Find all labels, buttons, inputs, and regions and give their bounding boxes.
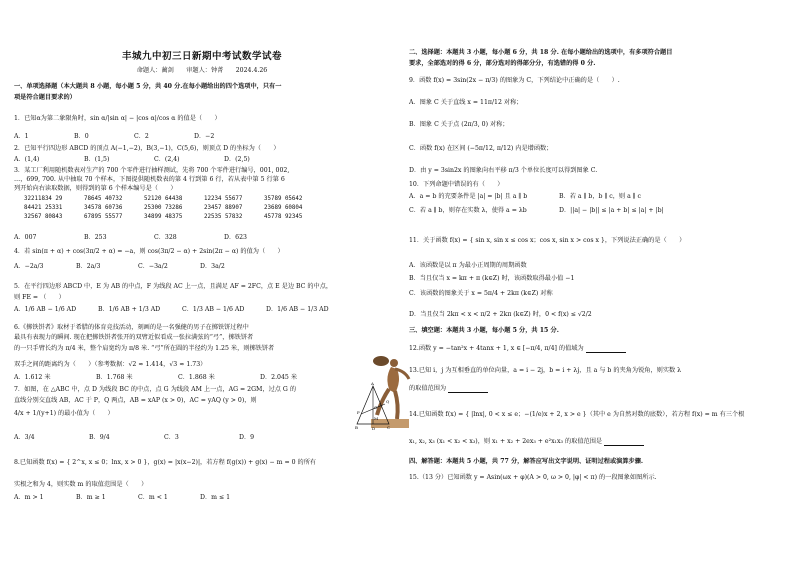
- section4-title: 四、解答题：本题共 5 小题，共 77 分，解答应写出文字说明、证明过程或演算步骤.: [409, 458, 644, 465]
- label-g: G: [374, 405, 378, 410]
- q6-text-4: 双手之间的距离约为（ ）（参考数据：√2 ≈ 1.414，√3 ≈ 1.73）: [14, 361, 207, 368]
- label-c: C: [387, 425, 391, 430]
- q14-stem: x₁, x₂, x₃ (x₁ < x₂ < x₃)，则 x₁ + x₂ + 2ex₃ + e²x₁x₃ 的取值范围是: [409, 438, 603, 445]
- table-cell: 52120 64438: [144, 196, 183, 202]
- table-cell: 84421 25331: [24, 205, 63, 212]
- exam-meta: 命题人：蔺剑 审题人：钟菁 2024.4.26: [136, 67, 268, 74]
- q14-text-2: [409, 438, 644, 446]
- q6-text-3: 的一只手臂长约为 π/4 米，整个肩宽约为 π/8 米. “弓”所在圆的半径约为 1.25 米，则掷铁饼者: [14, 345, 275, 352]
- section2-title-cont: 要求，全部选对的得 6 分，部分选对的得部分分，有选错的得 0 分.: [409, 60, 596, 67]
- q3-text-3: 列开始向右读取数据，则得到的第 6 个样本编号是（ ）: [14, 185, 177, 192]
- table-cell: 34578 60736: [84, 205, 123, 212]
- section1-title: 一、单项选择题（本大题共 8 小题，每小题 5 分，共 40 分.在每小题给出的四个选项中，只有一: [14, 83, 282, 90]
- table-cell: 32211834 29: [24, 196, 63, 202]
- q4-option-c: C．−3a/2: [138, 263, 168, 270]
- q2-option-a: A．(1,4): [14, 156, 40, 163]
- q5-text-2: 则 FE = （ ）: [14, 294, 65, 301]
- q7-option-d: D．9: [239, 434, 255, 441]
- table-row: [24, 214, 324, 223]
- q4-option-d: D．3a/2: [200, 263, 225, 270]
- label-m: M: [374, 416, 379, 421]
- q5-option-b: B．1/6 AB + 1/3 AD: [98, 306, 161, 313]
- q11-option-d: D．当且仅当 2kπ < x < π/2 + 2kπ (k∈Z) 时，0 < f(x) ≤ √2/2: [409, 311, 592, 318]
- q6-option-b: B．1.768 米: [96, 374, 133, 381]
- label-d: D: [372, 426, 376, 431]
- q10-option-d: D．||a| − |b|| ≤ |a + b| ≤ |a| + |b|: [559, 207, 664, 214]
- q11-option-b: B．当且仅当 x = kπ + π (k∈Z) 时，该函数取得最小值 −1: [409, 275, 575, 282]
- q10-option-b: B．若 a ∥ b，b ∥ c，则 a ∥ c: [559, 193, 642, 200]
- q15-text: 15.（13 分）已知函数 y = Asin(ωx + φ)(A > 0, ω > 0, |φ| < π) 的一段图象如图所示.: [409, 474, 657, 481]
- label-p: P: [357, 410, 360, 415]
- q10-option-c: C．若 a ∥ b，则存在实数 λ，使得 a = λb: [409, 207, 527, 214]
- label-q: Q: [386, 399, 390, 404]
- q3-text-1: 3．某工厂利用随机数表对生产的 700 个零件进行抽样测试，先将 700 个零件进行编号，001, 002,: [14, 167, 290, 174]
- q1-option-b: B．0: [74, 133, 89, 140]
- q2-options: [14, 156, 294, 164]
- q8-option-a: A．m > 1: [14, 494, 44, 501]
- q5-option-d: D．1/6 AB − 1/3 AD: [266, 306, 329, 313]
- q2-option-b: B．(1,5): [84, 156, 110, 163]
- q7-option-a: A．3/4: [14, 434, 35, 441]
- q1-options: [14, 133, 254, 141]
- q9-text: 9．函数 f(x) = 3sin(2x − π/3) 的图象为 C，下列结论中正确的是（ ）.: [409, 77, 620, 84]
- q10-text: 10．下列命题中错误的有（ ）: [409, 181, 504, 188]
- table-cell: 35789 05642: [264, 196, 303, 202]
- q13-answer-blank[interactable]: [448, 386, 488, 393]
- table-cell: 23457 88907: [204, 205, 243, 212]
- q7-text-3: 4/x + 1/(y+1) 的最小值为（ ）: [14, 410, 114, 417]
- q8-option-b: B．m ≥ 1: [76, 494, 106, 501]
- q7-option-c: C．3: [164, 434, 179, 441]
- q6-text-2: 最具有表现力的瞬间. 现在把掷铁饼者张开的双臂近似看成一张拉满弦的“弓”，掷铁饼者: [14, 334, 254, 341]
- q3-option-c: C．328: [154, 234, 177, 241]
- q10-option-a: A．a = b 的充要条件是 |a| = |b| 且 a ∥ b: [409, 193, 528, 200]
- q8-options: [14, 494, 262, 502]
- q9-option-c: C．函数 f(x) 在区间 (−5π/12, π/12) 内是增函数；: [409, 145, 553, 152]
- q9-option-b: B．图象 C 关于点 (2π/3, 0) 对称；: [409, 121, 509, 128]
- q1-option-a: A．1: [14, 133, 29, 140]
- q1-option-c: C．2: [134, 133, 149, 140]
- q8-option-d: D．m ≤ 1: [200, 494, 231, 501]
- table-cell: 22535 57832: [204, 214, 243, 221]
- table-cell: 78645 40732: [84, 196, 123, 202]
- section2-title: 二、选择题：本题共 3 小题，每小题 6 分，共 18 分. 在每小题给出的选项中，有多项符合题目: [409, 49, 673, 56]
- table-cell: 34899 48375: [144, 214, 183, 221]
- table-cell: 45778 92345: [264, 214, 303, 221]
- exam-title: 丰城九中初三日新期中考试数学试卷: [121, 51, 282, 62]
- q1-option-d: D．−2: [194, 133, 215, 140]
- table-row: [24, 205, 324, 214]
- q3-options: [14, 234, 294, 242]
- q6-options: [14, 374, 342, 382]
- q4-option-b: B．2a/3: [76, 263, 101, 270]
- q12-stem: 12.函数 y = −tan²x + 4tanx + 1, x ∈ [−π/4, π/4] 的值域为: [409, 345, 584, 352]
- q6-text-1: 6.《掷铁饼者》取材于希腊的体育竞技活动，刻画的是一名强健的男子在掷铁饼过程中: [14, 324, 249, 331]
- q4-options: [14, 263, 262, 271]
- q5-option-a: A．1/6 AB − 1/6 AD: [14, 306, 77, 313]
- q12-text: [409, 345, 626, 353]
- table-cell: 25300 73286: [144, 205, 183, 212]
- q7-text-2: 直线分别交直线 AB，AC 于 P，Q 两点，AB = xAP (x > 0)，AC = yAQ (y > 0)，则: [14, 397, 257, 404]
- table-row: [24, 196, 324, 205]
- table-cell: 67895 55577: [84, 214, 123, 221]
- table-cell: 32567 80843: [24, 214, 63, 221]
- q11-text: 11．关于函数 f(x) = { sin x, sin x ≤ cos x；cos x, sin x > cos x }，下列说法正确的是（ ）: [409, 237, 686, 244]
- q3-option-d: D．623: [224, 234, 247, 241]
- q2-option-c: C．(2,4): [154, 156, 180, 163]
- q7-text-1: 7．如图，在 △ABC 中，点 D 为线段 BC 的中点，点 G 为线段 AM 上一点，AG = 2GM，过点 G 的: [14, 386, 297, 393]
- table-cell: 23689 60804: [264, 205, 303, 212]
- q14-answer-blank[interactable]: [604, 439, 644, 446]
- q13-text-1: 13.已知 i，j 为互相垂直的单位向量，a = i − 2j，b = i + λj，且 a 与 b 的夹角为锐角，则实数 λ: [409, 367, 682, 374]
- q14-text-1: 14.已知函数 f(x) = { |lnx|, 0 < x ≤ e；−(1/e)x + 2, x > e }（其中 e 为自然对数的底数），若方程 f(x) = m 有三个根: [409, 411, 745, 418]
- q8-text-2: 实根之和为 4，则实数 m 的取值范围是（ ）: [14, 481, 148, 488]
- label-b: B: [355, 425, 358, 430]
- q1-text: 1．已知α为第二象限角时，sin α/|sin α| − |cos α|/cos α 的值是（ ）: [14, 115, 221, 122]
- q7-option-b: B．9/4: [89, 434, 110, 441]
- section3-title: 三、填空题：本题共 3 小题，每小题 5 分，共 15 分.: [409, 327, 559, 334]
- q4-text: 4．若 sin(π + α) + cos(3π/2 + α) = −a，则 cos(3π/2 − α) + 2sin(2π − α) 的值为（ ）: [14, 248, 284, 255]
- q5-option-c: C．1/3 AB − 1/6 AD: [182, 306, 245, 313]
- q9-option-d: D．由 y = 3sin2x 的图象向右平移 π/3 个单位长度可以得到图象 C.: [409, 167, 598, 174]
- q6-option-a: A．1.612 米: [14, 374, 51, 381]
- q11-option-c: C．该函数的图象关于 x = 5π/4 + 2kπ (k∈Z) 对称: [409, 290, 553, 297]
- q6-option-c: C．1.868 米: [178, 374, 215, 381]
- q3-text-2: …，699, 700. 从中抽取 70 个样本，下图提供随机数表的第 4 行到第 6 行，若从表中第 5 行第 6: [14, 176, 285, 183]
- table-cell: 12234 55677: [204, 196, 243, 202]
- section1-title-cont: 项是符合题目要求的）: [14, 94, 76, 101]
- q8-option-c: C．m < 1: [138, 494, 168, 501]
- q5-text-1: 5．在平行四边形 ABCD 中，E 为 AB 的中点，F 为线段 AC 上一点，且满足 AF = 2FC，点 E 是边 BC 的中点，: [14, 283, 333, 290]
- q5-options: [14, 306, 350, 314]
- random-number-table: [24, 196, 324, 224]
- q8-text-1: 8.已知函数 f(x) = { 2^x, x ≤ 0；lnx, x > 0 }，g(x) = |x(x−2)|，若方程 f(g(x)) + g(x) − m = 0 的所有: [14, 459, 317, 466]
- q9-option-a: A．图象 C 关于直线 x = 11π/12 对称；: [409, 99, 523, 106]
- q2-text: 2．已知平行四边形 ABCD 的顶点 A(−1,−2)，B(3,−1)，C(5,6)，则顶点 D 的坐标为（ ）: [14, 145, 280, 152]
- q13-stem: 的取值范围为: [409, 385, 447, 392]
- q13-text-2: [409, 385, 488, 393]
- q2-option-d: D．(2,5): [224, 156, 250, 163]
- q3-option-b: B．253: [84, 234, 107, 241]
- triangle-figure: [355, 382, 391, 432]
- q3-option-a: A．007: [14, 234, 37, 241]
- q12-answer-blank[interactable]: [586, 346, 626, 353]
- label-a: A: [371, 382, 374, 386]
- q7-options: [14, 434, 314, 442]
- q6-option-d: D．2.045 米: [260, 374, 298, 381]
- q4-option-a: A．−2a/3: [14, 263, 44, 270]
- q11-option-a: A．该函数是以 π 为最小正周期的周期函数: [409, 262, 527, 269]
